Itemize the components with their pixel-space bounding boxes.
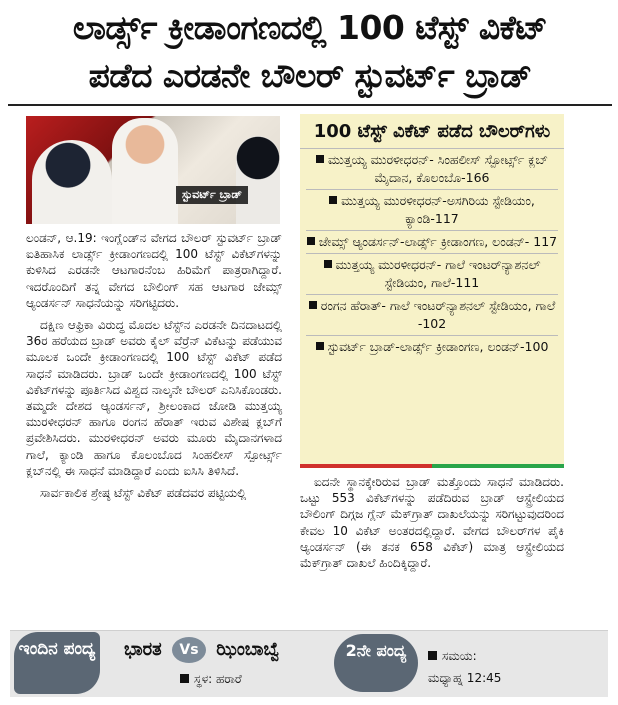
bullet-square-icon [316, 155, 324, 163]
stats-item-text: ಸ್ಟುವರ್ಟ್ ಬ್ರಾಡ್-ಲಾರ್ಡ್ಸ್ ಕ್ರೀಡಾಂಗಣ, ಲಂಡನ್-100 [327, 339, 549, 354]
photo-figure-right [236, 136, 280, 224]
stats-item [306, 190, 558, 231]
photo-caption: ಸ್ಟುವರ್ಟ್ ಬ್ರಾಡ್ [176, 186, 248, 204]
article-right-paragraph: ಐದನೇ ಸ್ಥಾನಕ್ಕೇರಿರುವ ಬ್ರಾಡ್ ಮತ್ತೊಂದು ಸಾಧನೆ ಮಾಡಿದರು. ಒಟ್ಟು 553 ವಿಕೆಟ್‌ಗಳನ್ನು ಪಡೆದಿರುವ ಬ್ರಾಡ್ ಆಸ್ಟ್ರೇಲಿಯದ ಬೌಲಿಂಗ್ ದಿಗ್ಗಜ ಗ್ಲೆನ್ ಮೆಕ್‌ಗ್ರಾತ್ ದಾಖಲೆಯನ್ನು ಸರಿಗಟ್ಟುವುದರಿಂದ ಕೇವಲ 10 ವಿಕೆಟ್ ಅಂತರದಲ್ಲಿದ್ದಾರೆ. ವೇಗದ ಬೌಲರ್‌ಗಳ ಪೈಕಿ ಆ್ಯಂಡರ್ಸನ್ (ಈ ತನಕ 658 ವಿಕೆಟ್) ಮಾತ್ರ ಆಸ್ಟ್ರೇಲಿಯದ ಮೆಕ್‌ಗ್ರಾತ್ ದಾಖಲೆ ಹಿಂದಿಕ್ಕಿದ್ದಾರೆ. [300, 475, 564, 571]
article-left-column [26, 230, 282, 507]
bullet-square-icon [309, 301, 317, 309]
stats-box-bar-red [300, 464, 432, 468]
stats-item-text: ಮುತ್ತಯ್ಯ ಮುರಳೀಧರನ್- ಗಾಲೆ ಇಂಟರ್‌ನ್ಯಾಶನಲ್ ಸ್ಟೇಡಿಯಂ, ಗಾಲೆ-111 [335, 257, 541, 290]
photo-figure-center [112, 118, 178, 224]
bullet-square-icon [316, 342, 324, 350]
stats-item-text: ಮುತ್ತಯ್ಯ ಮುರಳೀಧರನ್-ಅಸಗಿರಿಯ ಸ್ಟೇಡಿಯಂ, ಕ್ಯಾಂಡಿ-117 [341, 193, 535, 226]
time-label: ಸಮಯ: [442, 649, 477, 663]
stats-item [306, 295, 558, 336]
match-time [428, 645, 501, 689]
stats-item-text: ಮುತ್ತಯ್ಯ ಮುರಳೀಧರನ್- ಸಿಂಹಲೀಸ್ ಸ್ಪೋರ್ಟ್ಸ್ ಕ್ಲಬ್ ಮೈದಾನ, ಕೊಲಂಬೊ-166 [328, 152, 548, 185]
team-1: ಭಾರತ [124, 639, 162, 660]
stats-box-bar-green [432, 464, 564, 468]
player-photo [26, 116, 280, 224]
bullet-square-icon [324, 260, 332, 268]
match-number-badge: 2ನೇ ಪಂದ್ಯ [334, 634, 418, 692]
bullet-square-icon [428, 651, 437, 660]
venue-value: ಹರಾರೆ [215, 672, 242, 686]
bullet-square-icon [180, 674, 189, 683]
headline-rule [8, 104, 612, 106]
vs-badge: Vs [172, 637, 206, 663]
stats-item [306, 254, 558, 295]
stats-item-text: ರಂಗನ ಹೆರಾತ್- ಗಾಲೆ ಇಂಟರ್‌ನ್ಯಾಶನಲ್ ಸ್ಟೇಡಿಯಂ, ಗಾಲೆ -102 [320, 298, 556, 331]
article-paragraph-1: ಲಂಡನ್, ಆ.19: ಇಂಗ್ಲೆಂಡ್‌ನ ವೇಗದ ಬೌಲರ್ ಸ್ಟುವರ್ಟ್ ಬ್ರಾಡ್ ಐತಿಹಾಸಿಕ ಲಾರ್ಡ್ಸ್ ಕ್ರೀಡಾಂಗಣದಲ್ಲಿ 100 ಟೆಸ್ಟ್ ವಿಕೆಟ್‌ಗಳನ್ನು ಕುಳಿಸಿದ ಎರಡನೇ ಆಟಗಾರನೆಂಬ ಹಿರಿಮೆಗೆ ಪಾತ್ರರಾಗಿದ್ದಾರೆ. ಇದರೊಂದಿಗೆ ತನ್ನ ವೇಗದ ಬೌಲಿಂಗ್ ಸಹ ಆಟಗಾರ ಜೇಮ್ಸ್ ಆ್ಯಂಡರ್ಸನ್ ಸಾಧನೆಯನ್ನು ಸರಿಗಟ್ಟಿದರು. [26, 231, 282, 310]
venue [180, 672, 242, 687]
article-right-column [300, 474, 564, 571]
bullet-square-icon [307, 237, 315, 245]
team-2: ಝಿಂಬಾಬ್ವೆ [216, 639, 280, 660]
stats-item [306, 231, 558, 254]
match-teams [124, 637, 280, 663]
venue-label: ಸ್ಥಳ: [194, 672, 213, 686]
headline-line-2: ಪಡೆದ ಎರಡನೇ ಬೌಲರ್ ಸ್ಟುವರ್ಟ್ ಬ್ರಾಡ್ [88, 56, 532, 95]
todays-match-badge: ಇಂದಿನ ಪಂದ್ಯ [14, 632, 100, 694]
time-value: ಮಧ್ಯಾಹ್ನ 12:45 [428, 671, 502, 685]
stats-item-text: ಜೇಮ್ಸ್ ಆ್ಯಂಡರ್ಸನ್-ಲಾರ್ಡ್ಸ್ ಕ್ರೀಡಾಂಗಣ, ಲಂಡನ್- 117 [318, 234, 558, 249]
photo-figure-left [32, 140, 112, 224]
stats-box [300, 114, 564, 464]
headline-line-1: ಲಾರ್ಡ್ಸ್ ಕ್ರೀಡಾಂಗಣದಲ್ಲಿ 100 ಟೆಸ್ಟ್ ವಿಕೆಟ್ [72, 8, 548, 47]
stats-box-title: 100 ಟೆಸ್ಟ್ ವಿಕೆಟ್ ಪಡೆದ ಬೌಲರ್‌ಗಳು [300, 114, 564, 149]
headline [8, 4, 612, 100]
stats-item [306, 149, 558, 190]
article-paragraph-2: ದಕ್ಷಿಣ ಆಫ್ರಿಕಾ ವಿರುದ್ಧ ಮೊದಲ ಟೆಸ್ಟ್‌ನ ಎರಡನೇ ದಿನದಾಟದಲ್ಲಿ 36ರ ಹರೆಯದ ಬ್ರಾಡ್ ಅವರು ಕೈಲ್ ವೆರ್ರೆನ್ ವಿಕೆಟನ್ನು ಪಡೆಯುವ ಮೂಲಕ ಒಂದೇ ಕ್ರೀಡಾಂಗಣದಲ್ಲಿ 100 ಟೆಸ್ಟ್ ವಿಕೆಟ್ ಪಡೆದ ಸಾಧನೆ ಮಾಡಿದರು. ಬ್ರಾಡ್ ಒಂದೇ ಕ್ರೀಡಾಂಗಣದಲ್ಲಿ 100 ಟೆಸ್ಟ್ ವಿಕೆಟ್‌ಗಳನ್ನು ಪೂರ್ತಿಸಿದ ವಿಶ್ವದ ನಾಲ್ಕನೇ ಬೌಲರ್ ಎನಿಸಿಕೊಂಡರು. ತಮ್ಮದೇ ದೇಶದ ಆ್ಯಂಡರ್ಸನ್, ಶ್ರೀಲಂಕಾದ ಜೋಡಿ ಮುತ್ತಯ್ಯ ಮುರಳೀಧರನ್ ಹಾಗೂ ರಂಗನ ಹೆರಾತ್ ಇರುವ ವಿಶೇಷ ಕ್ಲಬ್‌ಗೆ ಪ್ರವೇಶಿಸಿದರು. ಮುರಳೀಧರನ್ ಅವರು ಮೂರು ಮೈದಾನಗಳಾದ ಗಾಲೆ, ಕ್ಯಾಂಡಿ ಹಾಗೂ ಕೊಲಂಬೊದ ಸಿಂಹಲೀಸ್ ಸ್ಪೋರ್ಟ್ಸ್ ಕ್ಲಬ್‌ನಲ್ಲಿ ಈ ಸಾಧನೆ ಮಾಡಿದ್ದಾರೆ ಎಂದು ಐಸಿಸಿ ತಿಳಿಸಿದೆ. [26, 318, 282, 478]
bullet-square-icon [329, 196, 337, 204]
article-paragraph-3: ಸಾರ್ವಕಾಲಿಕ ಶ್ರೇಷ್ಠ ಟೆಸ್ಟ್ ವಿಕೆಟ್ ಪಡೆದವರ ಪಟ್ಟಿಯಲ್ಲಿ [40, 486, 247, 501]
stats-item [306, 336, 558, 358]
